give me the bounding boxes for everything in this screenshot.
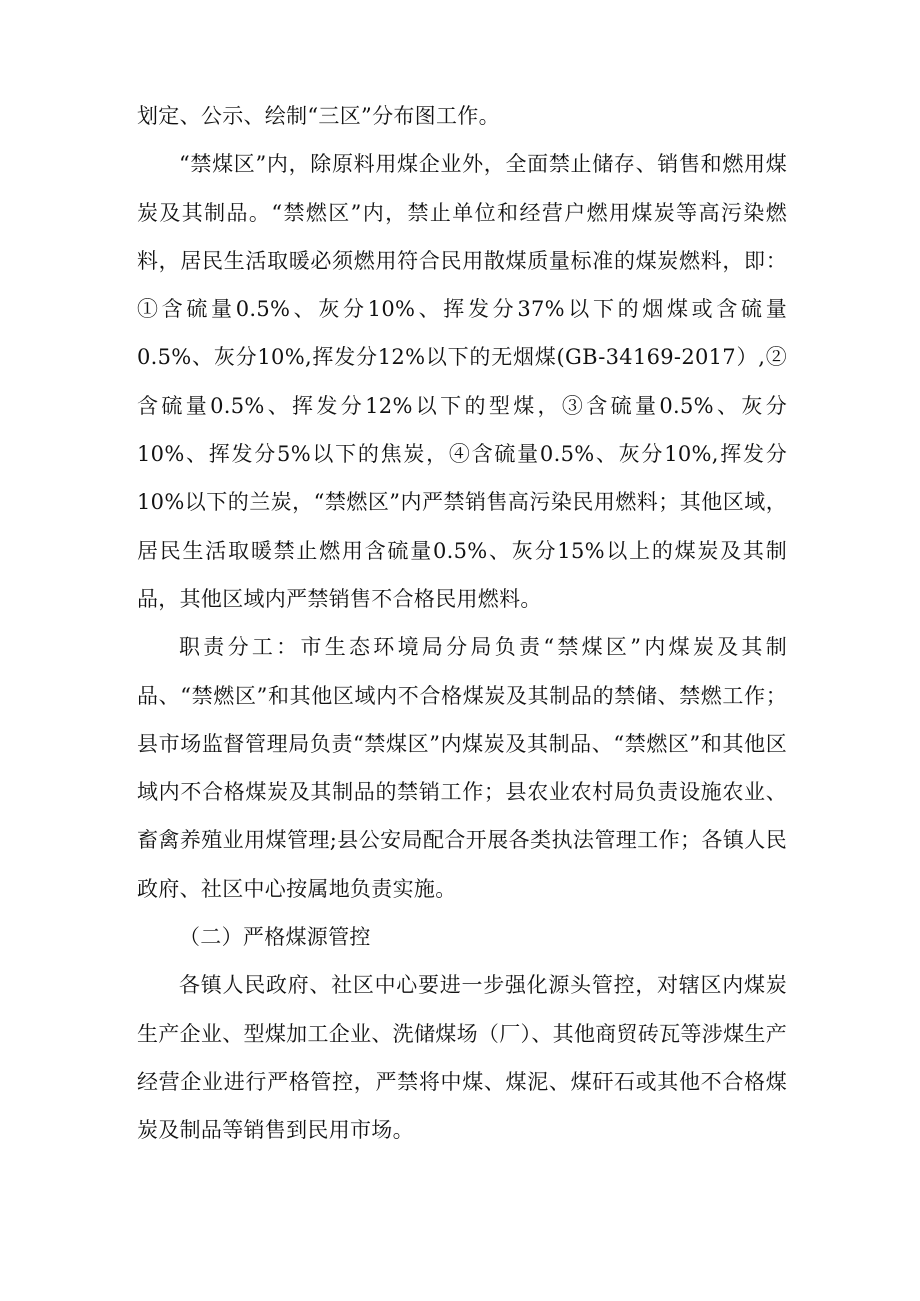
paragraph-coal-source-control: 各镇人民政府、社区中心要进一步强化源头管控，对辖区内煤炭生产企业、型煤加工企业、洗储煤场（厂）、其他商贸砖瓦等涉煤生产经营企业进行严格管控，严禁将中煤、煤泥、煤矸石或其他不合格煤炭及制品等销售到民用市场。 bbox=[137, 973, 787, 1143]
document-body bbox=[137, 92, 787, 1155]
section-heading-coal-source-control: （二）严格煤源管控 bbox=[179, 925, 371, 950]
paragraph-continuation: 划定、公示、绘制“三区”分布图工作。 bbox=[137, 104, 500, 128]
paragraph-responsibilities: 职责分工：市生态环境局分局负责“禁煤区”内煤炭及其制品、“禁燃区”和其他区域内不合格煤炭及其制品的禁储、禁燃工作；县市场监督管理局负责“禁煤区”内煤炭及其制品、“禁燃区”和其他区域内不合格煤炭及其制品的禁销工作；县农业农村局负责设施农业、畜禽养殖业用煤管理;县公安局配合开展各类执法管理工作；各镇人民政府、社区中心按属地负责实施。 bbox=[137, 635, 787, 901]
paragraph-coal-ban-zones: “禁煤区”内，除原料用煤企业外，全面禁止储存、销售和燃用煤炭及其制品。“禁燃区”内，禁止单位和经营户燃用煤炭等高污染燃料，居民生活取暖必须燃用符合民用散煤质量标准的煤炭燃料，即：①含硫量0.5%、灰分10%、挥发分37%以下的烟煤或含硫量0.5%、灰分10%,挥发分12%以下的无烟煤(GB-34169-2017）,②含硫量0.5%、挥发分12%以下的型煤，③含硫量0.5%、灰分10%、挥发分5%以下的焦炭，④含硫量0.5%、灰分10%,挥发分10%以下的兰炭，“禁燃区”内严禁销售高污染民用燃料；其他区域，居民生活取暖禁止燃用含硫量0.5%、灰分15%以上的煤炭及其制品，其他区域内严禁销售不合格民用燃料。 bbox=[137, 152, 787, 611]
